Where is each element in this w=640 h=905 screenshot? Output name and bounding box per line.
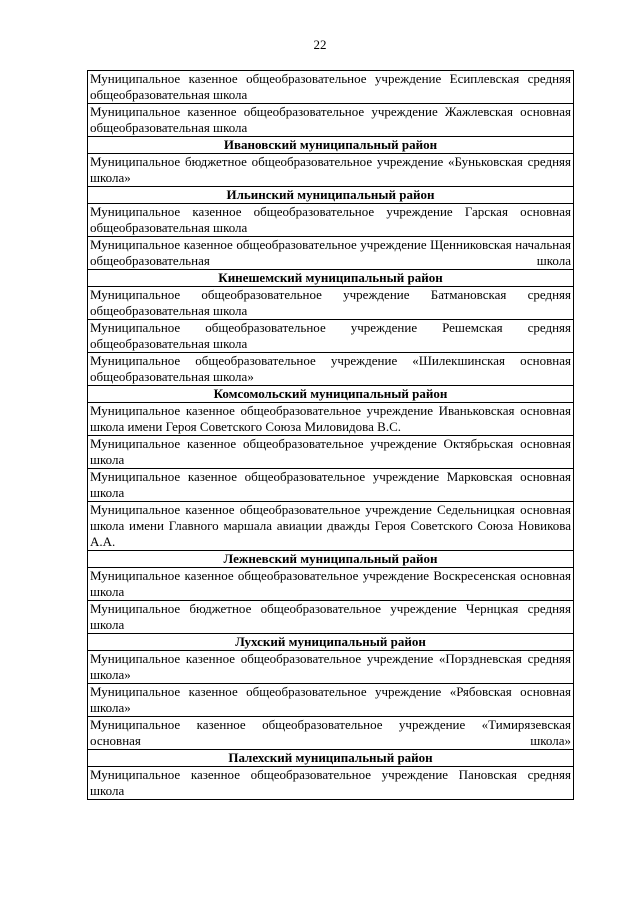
district-heading: Лухский муниципальный район xyxy=(88,634,574,651)
school-cell: Муниципальное казенное общеобразовательное учреждение «Рябовская основная школа» xyxy=(88,684,574,717)
table-row xyxy=(88,684,574,717)
school-cell: Муниципальное бюджетное общеобразовательное учреждение «Буньковская средняя школа» xyxy=(88,154,574,187)
table-row xyxy=(88,237,574,270)
table-row xyxy=(88,750,574,767)
page-number: 22 xyxy=(313,37,327,52)
table-row xyxy=(88,634,574,651)
district-heading: Ильинский муниципальный район xyxy=(88,187,574,204)
table-row xyxy=(88,187,574,204)
district-heading: Комсомольский муниципальный район xyxy=(88,386,574,403)
school-cell: Муниципальное казенное общеобразовательное учреждение Иваньковская основная школа имени Героя Советского Союза Миловидова В.С. xyxy=(88,403,574,436)
schools-table xyxy=(87,70,574,800)
table-row xyxy=(88,353,574,386)
table-row xyxy=(88,568,574,601)
school-cell: Муниципальное казенное общеобразовательное учреждение Марковская основная школа xyxy=(88,469,574,502)
school-cell: Муниципальное казенное общеобразовательное учреждение «Порздневская средняя школа» xyxy=(88,651,574,684)
school-cell: Муниципальное казенное общеобразовательное учреждение Щенниковская начальная общеобразовательная школа xyxy=(88,237,574,270)
school-cell: Муниципальное общеобразовательное учреждение «Шилекшинская основная общеобразовательная школа» xyxy=(88,353,574,386)
school-cell: Муниципальное общеобразовательное учреждение Батмановская средняя общеобразовательная школа xyxy=(88,287,574,320)
table-row xyxy=(88,287,574,320)
school-cell: Муниципальное бюджетное общеобразовательное учреждение Чернцкая средняя школа xyxy=(88,601,574,634)
school-cell: Муниципальное казенное общеобразовательное учреждение Седельницкая основная школа имени Главного маршала авиации дважды Героя Советского Союза Новикова А.А. xyxy=(88,502,574,551)
district-heading: Ивановский муниципальный район xyxy=(88,137,574,154)
table-row xyxy=(88,320,574,353)
district-heading: Кинешемский муниципальный район xyxy=(88,270,574,287)
school-cell: Муниципальное казенное общеобразовательное учреждение Жажлевская основная общеобразовательная школа xyxy=(88,104,574,137)
school-cell: Муниципальное казенное общеобразовательное учреждение Воскресенская основная школа xyxy=(88,568,574,601)
table-row xyxy=(88,436,574,469)
school-cell: Муниципальное казенное общеобразовательное учреждение «Тимирязевская основная школа» xyxy=(88,717,574,750)
table-row xyxy=(88,469,574,502)
school-cell: Муниципальное казенное общеобразовательное учреждение Октябрьская основная школа xyxy=(88,436,574,469)
table-row xyxy=(88,270,574,287)
school-cell: Муниципальное казенное общеобразовательное учреждение Есиплевская средняя общеобразовательная школа xyxy=(88,71,574,104)
table-row xyxy=(88,551,574,568)
table-row xyxy=(88,204,574,237)
table-row xyxy=(88,137,574,154)
table-row xyxy=(88,767,574,800)
table-row xyxy=(88,71,574,104)
table-row xyxy=(88,403,574,436)
table-row xyxy=(88,651,574,684)
table-row xyxy=(88,601,574,634)
school-cell: Муниципальное общеобразовательное учреждение Решемская средняя общеобразовательная школа xyxy=(88,320,574,353)
table-row xyxy=(88,386,574,403)
district-heading: Лежневский муниципальный район xyxy=(88,551,574,568)
table-row xyxy=(88,104,574,137)
table-row xyxy=(88,154,574,187)
district-heading: Палехский муниципальный район xyxy=(88,750,574,767)
school-cell: Муниципальное казенное общеобразовательное учреждение Пановская средняя школа xyxy=(88,767,574,800)
table-row xyxy=(88,717,574,750)
school-cell: Муниципальное казенное общеобразовательное учреждение Гарская основная общеобразовательная школа xyxy=(88,204,574,237)
table-row xyxy=(88,502,574,551)
